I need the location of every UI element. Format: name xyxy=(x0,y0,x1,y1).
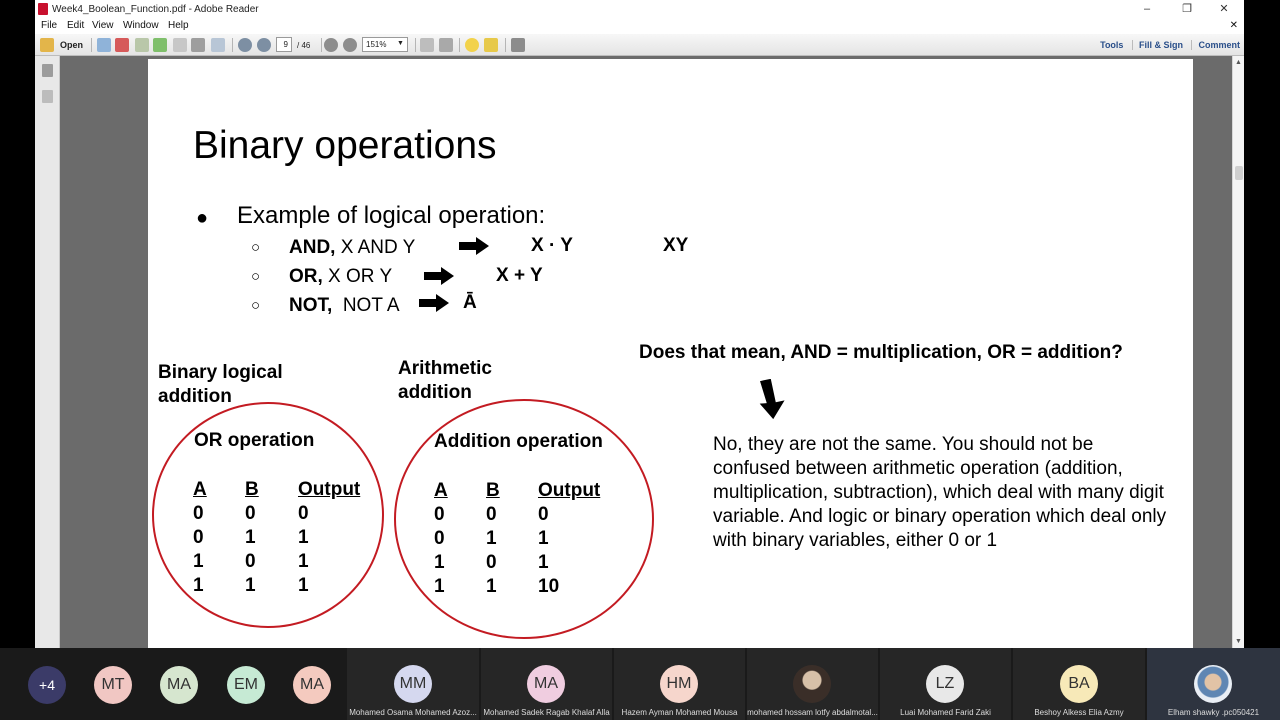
table-cell: 0 xyxy=(193,503,204,524)
table-cell: 0 xyxy=(245,551,256,572)
scrollbar-thumb[interactable] xyxy=(1235,166,1243,180)
avatar[interactable]: EM xyxy=(227,666,265,704)
label-line: addition xyxy=(158,386,232,407)
scroll-up-icon[interactable]: ▲ xyxy=(1235,59,1242,66)
table-header: A xyxy=(193,479,207,500)
attachments-icon[interactable] xyxy=(42,90,53,103)
participant-tile[interactable] xyxy=(347,648,479,720)
fill-sign-link[interactable]: Fill & Sign xyxy=(1132,40,1183,50)
menu-help[interactable]: Help xyxy=(168,20,189,31)
more-participants-button[interactable]: +4 xyxy=(28,666,66,704)
toolbar xyxy=(35,34,1244,56)
right-arrow-icon xyxy=(424,267,454,285)
avatar[interactable]: MA xyxy=(293,666,331,704)
avatar: HM xyxy=(660,665,698,703)
avatar[interactable]: MT xyxy=(94,666,132,704)
menu-bar xyxy=(35,19,1244,34)
participant-tile[interactable] xyxy=(747,648,878,720)
email-icon[interactable] xyxy=(211,38,225,52)
op-and-text: X AND Y xyxy=(335,237,416,258)
sub-bullet-icon: ○ xyxy=(251,297,261,314)
avatar: LZ xyxy=(926,665,964,703)
op-and-result: X · Y xyxy=(531,235,573,256)
participant-tile-active-speaker[interactable] xyxy=(1147,648,1280,720)
table-header: B xyxy=(486,480,500,501)
op-not-result: Ā xyxy=(463,292,477,313)
zoom-level-select[interactable]: 151% xyxy=(362,37,408,52)
table-cell: 1 xyxy=(298,575,309,596)
bullet-icon: ● xyxy=(196,207,209,229)
menu-file[interactable]: File xyxy=(41,20,58,31)
pdf-page xyxy=(148,59,1193,648)
op-not-keyword: NOT, xyxy=(289,295,333,316)
table-cell: 0 xyxy=(434,528,445,549)
avatar: MA xyxy=(527,665,565,703)
or-operation-title: OR operation xyxy=(194,430,315,451)
arithmetic-addition-label xyxy=(398,357,492,405)
op-or xyxy=(289,266,392,288)
label-line: Arithmetic xyxy=(398,358,492,379)
restore-button[interactable]: ❐ xyxy=(1182,3,1192,15)
navigation-pane xyxy=(35,56,60,648)
chevron-down-icon[interactable]: ▼ xyxy=(397,40,404,47)
vertical-scrollbar[interactable] xyxy=(1232,56,1244,648)
save-icon[interactable] xyxy=(173,38,187,52)
title-bar xyxy=(35,0,1244,19)
close-button[interactable]: ✕ xyxy=(1219,3,1229,15)
table-cell: 1 xyxy=(486,576,497,597)
minimize-button[interactable]: – xyxy=(1143,3,1151,15)
meeting-participants-strip xyxy=(0,648,1280,720)
addition-operation-title: Addition operation xyxy=(434,431,603,452)
participant-name: Hazem Ayman Mohamed Mousa xyxy=(621,708,738,717)
table-header: A xyxy=(434,480,448,501)
zoom-out-icon[interactable] xyxy=(324,38,338,52)
print-icon[interactable] xyxy=(191,38,205,52)
fit-width-icon[interactable] xyxy=(439,38,453,52)
create-pdf-icon[interactable] xyxy=(97,38,111,52)
participant-tile[interactable] xyxy=(481,648,612,720)
page-thumbnails-icon[interactable] xyxy=(42,64,53,77)
right-arrow-icon xyxy=(459,237,489,255)
menu-window[interactable]: Window xyxy=(123,20,159,31)
read-mode-icon[interactable] xyxy=(511,38,525,52)
open-button[interactable]: Open xyxy=(60,40,84,50)
page-total: / 46 xyxy=(297,41,311,50)
participant-name: Mohamed Osama Mohamed Azoz... xyxy=(349,708,477,717)
table-cell: 0 xyxy=(245,503,256,524)
sub-bullet-icon: ○ xyxy=(251,268,261,285)
table-cell: 0 xyxy=(298,503,309,524)
window-title: Week4_Boolean_Function.pdf - Adobe Reader xyxy=(52,4,259,15)
close-document-button[interactable]: ✕ xyxy=(1229,20,1238,31)
adobe-reader-icon xyxy=(38,3,48,15)
zoom-in-icon[interactable] xyxy=(343,38,357,52)
table-cell: 1 xyxy=(434,576,445,597)
document-viewer xyxy=(60,56,1232,648)
op-and-alt: XY xyxy=(663,235,689,256)
table-header: Output xyxy=(298,479,361,500)
table-cell: 0 xyxy=(486,504,497,525)
participant-tile[interactable] xyxy=(880,648,1011,720)
table-cell: 1 xyxy=(193,575,204,596)
op-not-text: NOT A xyxy=(332,295,400,316)
edit-icon[interactable] xyxy=(135,38,149,52)
table-cell: 1 xyxy=(538,528,549,549)
op-and xyxy=(289,237,415,259)
table-cell: 1 xyxy=(434,552,445,573)
table-cell: 0 xyxy=(193,527,204,548)
table-cell: 1 xyxy=(245,527,256,548)
down-arrow-icon xyxy=(758,379,786,421)
op-and-keyword: AND, xyxy=(289,237,336,258)
page-number-input[interactable]: 9 xyxy=(276,37,292,52)
question-text: Does that mean, AND = multiplication, OR = addition? xyxy=(639,342,1123,363)
participant-name: Elham shawky .pc050421 xyxy=(1167,708,1260,717)
task-pane-links xyxy=(1088,40,1240,50)
tools-link[interactable]: Tools xyxy=(1100,40,1124,50)
comment-link[interactable]: Comment xyxy=(1191,40,1240,50)
table-header: Output xyxy=(538,480,601,501)
slide-title: Binary operations xyxy=(193,124,497,167)
scroll-down-icon[interactable]: ▼ xyxy=(1235,638,1242,645)
avatar xyxy=(793,665,831,703)
adobe-reader-window xyxy=(35,0,1244,648)
op-or-result: X + Y xyxy=(496,265,543,286)
answer-text: No, they are not the same. You should not be confused between arithmetic operation (addition, multiplication, subtraction), which deal with many digit variable. And logic or binary operation which deal only with binary variables, either 0 or 1 xyxy=(713,434,1167,551)
avatar: BA xyxy=(1060,665,1098,703)
op-not xyxy=(289,295,400,317)
table-cell: 0 xyxy=(434,504,445,525)
menu-edit[interactable]: Edit xyxy=(67,20,85,31)
avatar[interactable]: MA xyxy=(160,666,198,704)
table-header: B xyxy=(245,479,259,500)
op-or-text: X OR Y xyxy=(322,266,393,287)
table-cell: 0 xyxy=(486,552,497,573)
next-page-icon[interactable] xyxy=(257,38,271,52)
menu-view[interactable]: View xyxy=(92,20,114,31)
participant-tile[interactable] xyxy=(614,648,745,720)
participant-name: Beshoy Alkess Elia Azmy xyxy=(1034,708,1124,717)
table-cell: 0 xyxy=(538,504,549,525)
label-line: addition xyxy=(398,382,472,403)
right-arrow-icon xyxy=(419,294,449,312)
pdf-icon[interactable] xyxy=(115,38,129,52)
table-cell: 1 xyxy=(245,575,256,596)
participant-name: mohamed hossam lotfy abdalmotal... xyxy=(747,708,878,717)
participant-tile[interactable] xyxy=(1013,648,1145,720)
bullet-text: Example of logical operation: xyxy=(237,202,546,229)
sticky-note-icon[interactable] xyxy=(465,38,479,52)
table-cell: 1 xyxy=(486,528,497,549)
op-or-keyword: OR, xyxy=(289,266,323,287)
previous-page-icon[interactable] xyxy=(238,38,252,52)
avatar: MM xyxy=(394,665,432,703)
table-cell: 1 xyxy=(298,527,309,548)
table-cell: 10 xyxy=(538,576,560,597)
table-cell: 1 xyxy=(298,551,309,572)
table-cell: 1 xyxy=(538,552,549,573)
table-cell: 1 xyxy=(193,551,204,572)
upload-icon[interactable] xyxy=(153,38,167,52)
avatar xyxy=(1194,665,1232,703)
participant-name: Mohamed Sadek Ragab Khalaf Alla xyxy=(483,708,610,717)
fit-page-icon[interactable] xyxy=(420,38,434,52)
participant-name: Luai Mohamed Farid Zaki xyxy=(900,708,991,717)
label-line: Binary logical xyxy=(158,362,283,383)
sub-bullet-icon: ○ xyxy=(251,239,261,256)
open-folder-icon[interactable] xyxy=(40,38,54,52)
highlight-icon[interactable] xyxy=(484,38,498,52)
